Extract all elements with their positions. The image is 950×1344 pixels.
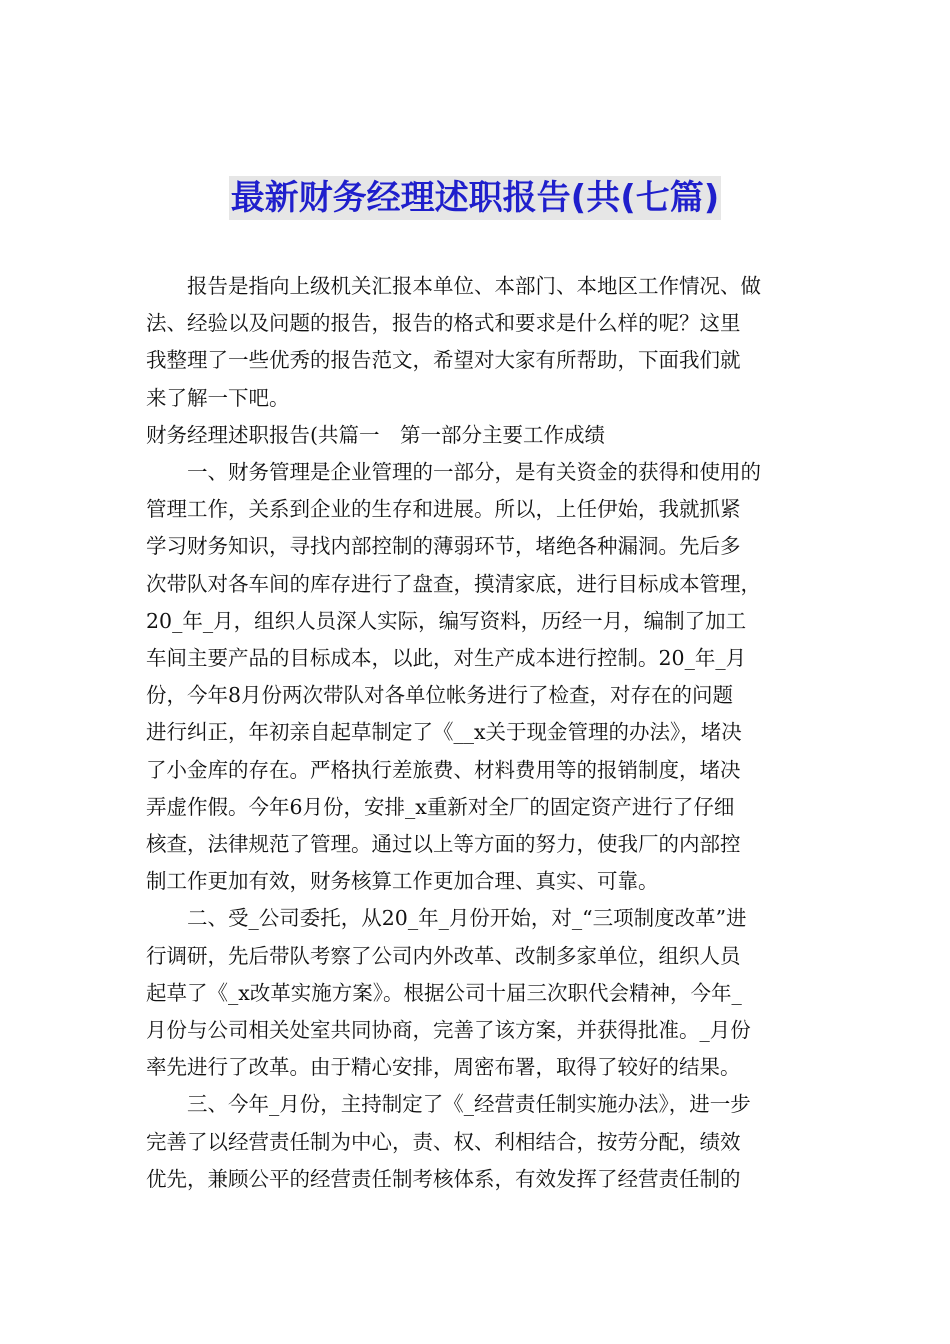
paragraph-line: 来了解一下吧。 bbox=[146, 385, 290, 410]
body-paragraph bbox=[146, 1086, 806, 1198]
paragraph-line: 制工作更加有效，财务核算工作更加合理、真实、可靠。 bbox=[146, 869, 659, 894]
title-area bbox=[0, 176, 950, 220]
body-paragraph bbox=[146, 417, 806, 454]
paragraph-line: 行调研，先后带队考察了公司内外改革、改制多家单位，组织人员 bbox=[146, 943, 741, 968]
paragraph-line: 报告是指向上级机关汇报本单位、本部门、本地区工作情况、做 bbox=[187, 274, 761, 298]
paragraph-line: 财务经理述职报告(共篇一 第一部分主要工作成绩 bbox=[146, 422, 605, 447]
paragraph-line: 我整理了一些优秀的报告范文，希望对大家有所帮助，下面我们就 bbox=[146, 348, 741, 373]
paragraph-line: 三、今年_月份，主持制定了《_经营责任制实施办法》，进一步 bbox=[187, 1092, 751, 1117]
paragraph-line: 学习财务知识，寻找内部控制的薄弱环节，堵绝各种漏洞。先后多 bbox=[146, 534, 741, 559]
paragraph-line: 法、经验以及问题的报告，报告的格式和要求是什么样的呢？这里 bbox=[146, 311, 741, 336]
paragraph-line: 一、财务管理是企业管理的一部分，是有关资金的获得和使用的 bbox=[187, 460, 761, 485]
body-paragraph bbox=[146, 454, 806, 900]
paragraph-line: 弄虚作假。今年6月份，安排_x重新对全厂的固定资产进行了仔细 bbox=[146, 794, 735, 819]
body-paragraph bbox=[146, 900, 806, 1086]
paragraph-line: 核查，法律规范了管理。通过以上等方面的努力，使我厂的内部控 bbox=[146, 832, 741, 857]
paragraph-line: 完善了以经营责任制为中心，责、权、利相结合，按劳分配，绩效 bbox=[146, 1129, 741, 1154]
document-title: 最新财务经理述职报告(共(七篇) bbox=[230, 178, 720, 218]
body-paragraph bbox=[146, 268, 806, 417]
paragraph-line: 了小金库的存在。严格执行差旅费、材料费用等的报销制度，堵决 bbox=[146, 757, 741, 782]
paragraph-line: 月份与公司相关处室共同协商，完善了该方案，并获得批准。_月份 bbox=[146, 1018, 751, 1043]
paragraph-line: 次带队对各车间的库存进行了盘查，摸清家底，进行目标成本管理， bbox=[146, 571, 761, 596]
paragraph-line: 二、受_公司委托，从20_年_月份开始，对_“三项制度改革”进 bbox=[187, 906, 747, 931]
paragraph-line: 率先进行了改革。由于精心安排，周密布署，取得了较好的结果。 bbox=[146, 1055, 741, 1080]
paragraph-line: 管理工作，关系到企业的生存和进展。所以，上任伊始，我就抓紧 bbox=[146, 497, 741, 522]
paragraph-line: 起草了《_x改革实施方案》。根据公司十届三次职代会精神，今年_ bbox=[146, 980, 742, 1005]
paragraph-line: 车间主要产品的目标成本，以此，对生产成本进行控制。20_年_月 bbox=[146, 646, 747, 671]
paragraph-line: 份，今年8月份两次带队对各单位帐务进行了检查，对存在的问题 bbox=[146, 683, 734, 708]
paragraph-line: 进行纠正，年初亲自起草制定了《__x关于现金管理的办法》，堵决 bbox=[146, 720, 742, 745]
paragraph-line: 20_年_月，组织人员深人实际，编写资料，历经一月，编制了加工 bbox=[146, 608, 747, 633]
paragraph-line: 优先，兼顾公平的经营责任制考核体系，有效发挥了经营责任制的 bbox=[146, 1166, 741, 1191]
document-body bbox=[146, 268, 806, 1198]
